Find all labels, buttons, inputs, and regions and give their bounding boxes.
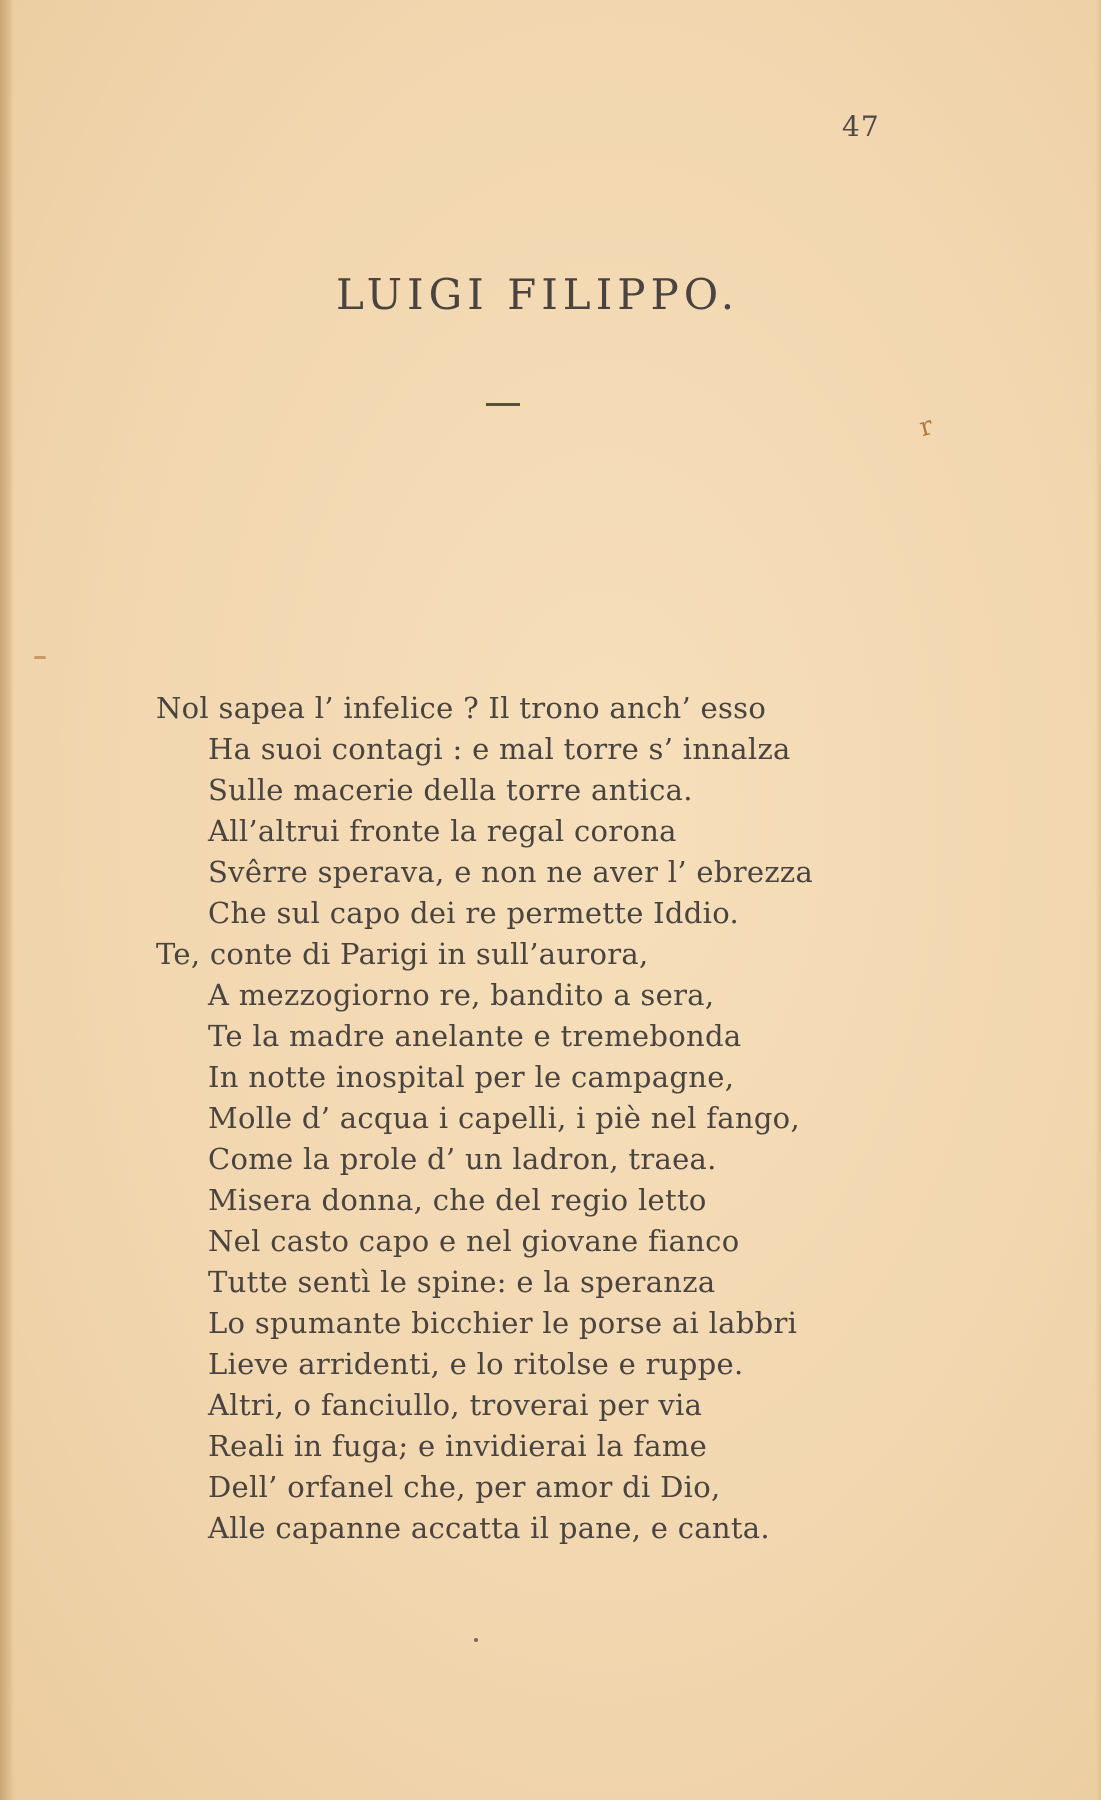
poem-line: Misera donna, che del regio letto [208, 1183, 707, 1217]
page-edge-left [0, 0, 14, 1800]
page-smudge [34, 656, 46, 659]
poem-line: Dell’ orfanel che, per amor di Dio, [208, 1470, 721, 1504]
margin-pencil-mark: r [916, 410, 937, 444]
poem-line: Nol sapea l’ infelice ? Il trono anch’ esso [156, 691, 767, 725]
poem-line: Molle d’ acqua i capelli, i piè nel fango, [208, 1101, 800, 1135]
page-number: 47 [842, 110, 880, 143]
poem-line: Reali in fuga; e invidierai la fame [208, 1429, 708, 1463]
poem-line: Svêrre sperava, e non ne aver l’ ebrezza [208, 855, 814, 889]
poem-line: Lieve arridenti, e lo ritolse e ruppe. [208, 1347, 744, 1381]
poem-line: Te la madre anelante e tremebonda [208, 1019, 742, 1053]
poem-line: Sulle macerie della torre antica. [208, 773, 693, 807]
page-speck [474, 1638, 478, 1642]
poem-line: Te, conte di Parigi in sull’aurora, [156, 937, 649, 971]
poem-line: Che sul capo dei re permette Iddio. [208, 896, 739, 930]
poem-line: Come la prole d’ un ladron, traea. [208, 1142, 717, 1176]
poem-line: Alle capanne accatta il pane, e canta. [208, 1511, 770, 1545]
poem-line: Altri, o fanciullo, troverai per via [208, 1388, 703, 1422]
poem-title: LUIGI FILIPPO. [336, 270, 740, 319]
poem-line: Ha suoi contagi : e mal torre s’ innalza [208, 732, 791, 766]
page-edge-right [1095, 0, 1101, 1800]
poem-line: All’altrui fronte la regal corona [208, 814, 677, 848]
poem-line: In notte inospital per le campagne, [208, 1060, 735, 1094]
poem-line: Tutte sentì le spine: e la speranza [208, 1265, 716, 1299]
poem-line: A mezzogiorno re, bandito a sera, [208, 978, 715, 1012]
poem-line: Lo spumante bicchier le porse ai labbri [208, 1306, 798, 1340]
title-divider [486, 403, 520, 406]
poem-line: Nel casto capo e nel giovane fianco [208, 1224, 740, 1258]
